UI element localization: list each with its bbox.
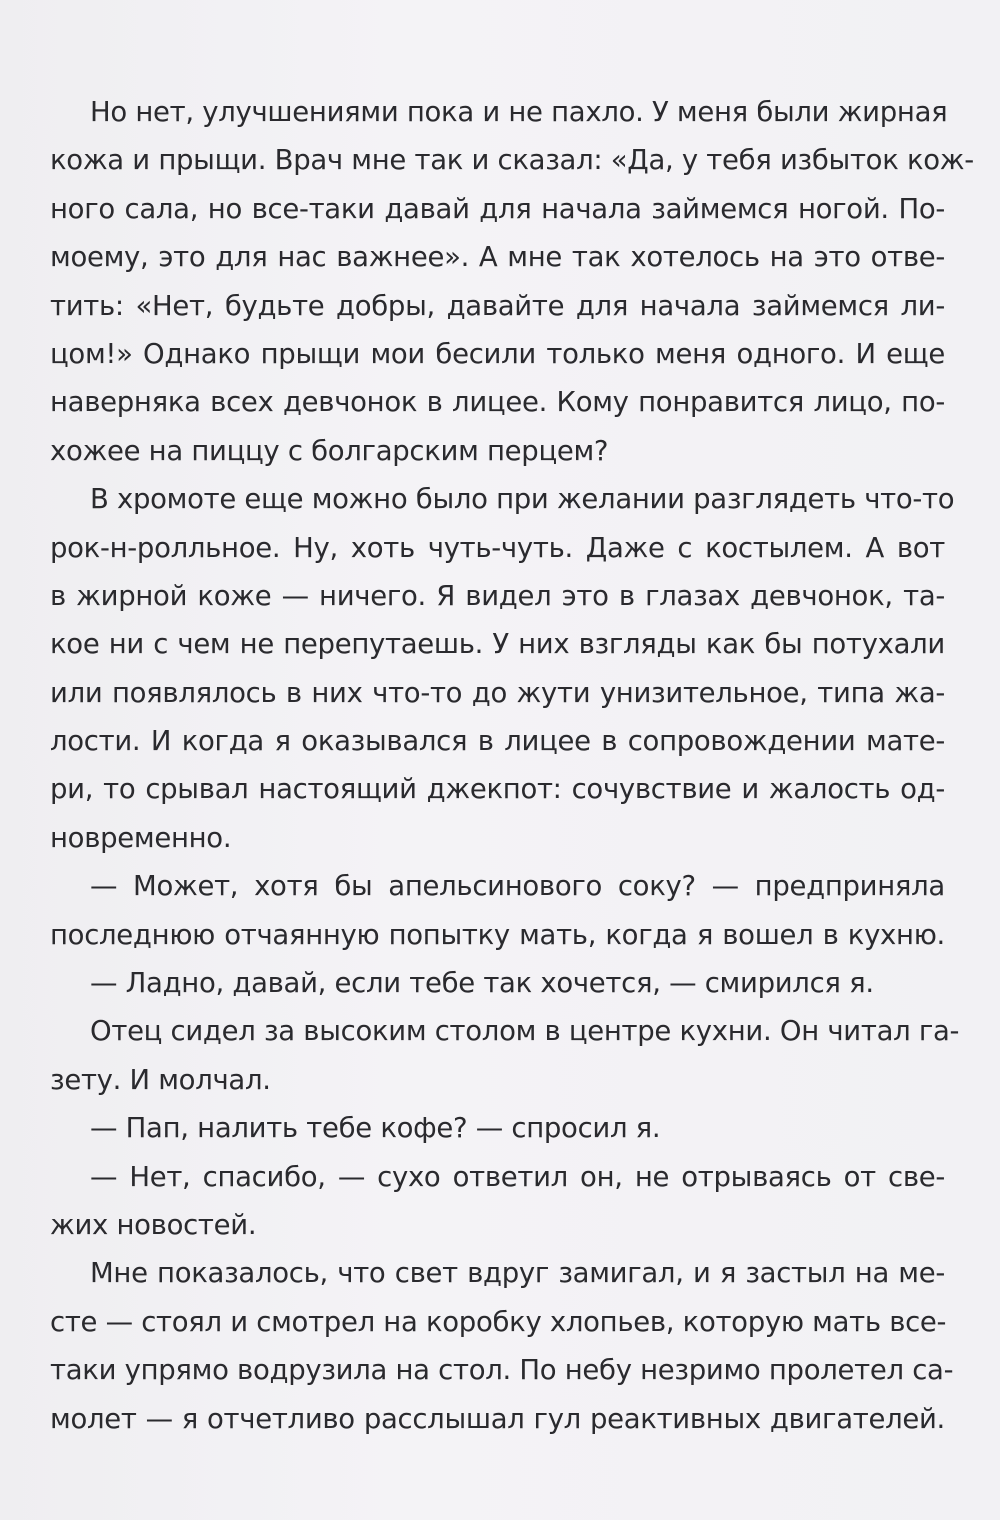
text-line: таки упрямо водрузила на стол. По небу незримо пролетел са-: [50, 1354, 954, 1387]
text-line: цом!» Однако прыщи мои бесили только меня одного. И еще: [50, 337, 945, 370]
text-line: новременно.: [50, 821, 232, 854]
text-line: последнюю отчаянную попытку мать, когда я вошел в кухню.: [50, 918, 945, 951]
text-line: жих новостей.: [50, 1208, 257, 1241]
body-text: [50, 88, 974, 1443]
text-line: в жирной коже — ничего. Я видел это в глазах девчонок, та-: [50, 579, 945, 612]
text-line: Мне показалось, что свет вдруг замигал, и я застыл на ме-: [90, 1257, 945, 1290]
text-line: — Нет, спасибо, — сухо ответил он, не отрываясь от све-: [90, 1160, 945, 1193]
text-line: молет — я отчетливо расслышал гул реактивных двигателей.: [50, 1402, 945, 1435]
text-line: — Может, хотя бы апельсинового соку? — предприняла: [90, 870, 945, 903]
text-line: хожее на пиццу с болгарским перцем?: [50, 434, 609, 467]
text-line: — Ладно, давай, если тебе так хочется, — смирился я.: [90, 967, 874, 1000]
text-line: кожа и прыщи. Врач мне так и сказал: «Да, у тебя избыток кож-: [50, 144, 974, 177]
text-line: кое ни с чем не перепутаешь. У них взгляды как бы потухали: [50, 628, 945, 661]
text-line: лости. И когда я оказывался в лицее в сопровождении мате-: [50, 725, 945, 758]
text-line: Отец сидел за высоким столом в центре кухни. Он читал га-: [90, 1015, 960, 1048]
text-line: или появлялось в них что-то до жути унизительное, типа жа-: [50, 676, 945, 709]
text-line: Но нет, улучшениями пока и не пахло. У меня были жирная: [90, 96, 948, 128]
text-line: моему, это для нас важнее». А мне так хотелось на это отве-: [50, 241, 945, 274]
text-line: зету. И молчал.: [50, 1063, 271, 1096]
text-line: ного сала, но все-таки давай для начала займемся ногой. По-: [50, 192, 945, 225]
text-line: — Пап, налить тебе кофе? — спросил я.: [90, 1112, 661, 1145]
text-line: тить: «Нет, будьте добры, давайте для начала займемся ли-: [50, 289, 945, 322]
text-line: рок-н-ролльное. Ну, хоть чуть-чуть. Даже с костылем. А вот: [50, 531, 945, 564]
text-line: сте — стоял и смотрел на коробку хлопьев, которую мать все-: [50, 1305, 947, 1338]
text-line: наверняка всех девчонок в лицее. Кому понравится лицо, по-: [50, 386, 945, 419]
text-line: В хромоте еще можно было при желании разглядеть что-то: [90, 483, 955, 516]
text-line: ри, то срывал настоящий джекпот: сочувствие и жалость од-: [50, 773, 945, 806]
